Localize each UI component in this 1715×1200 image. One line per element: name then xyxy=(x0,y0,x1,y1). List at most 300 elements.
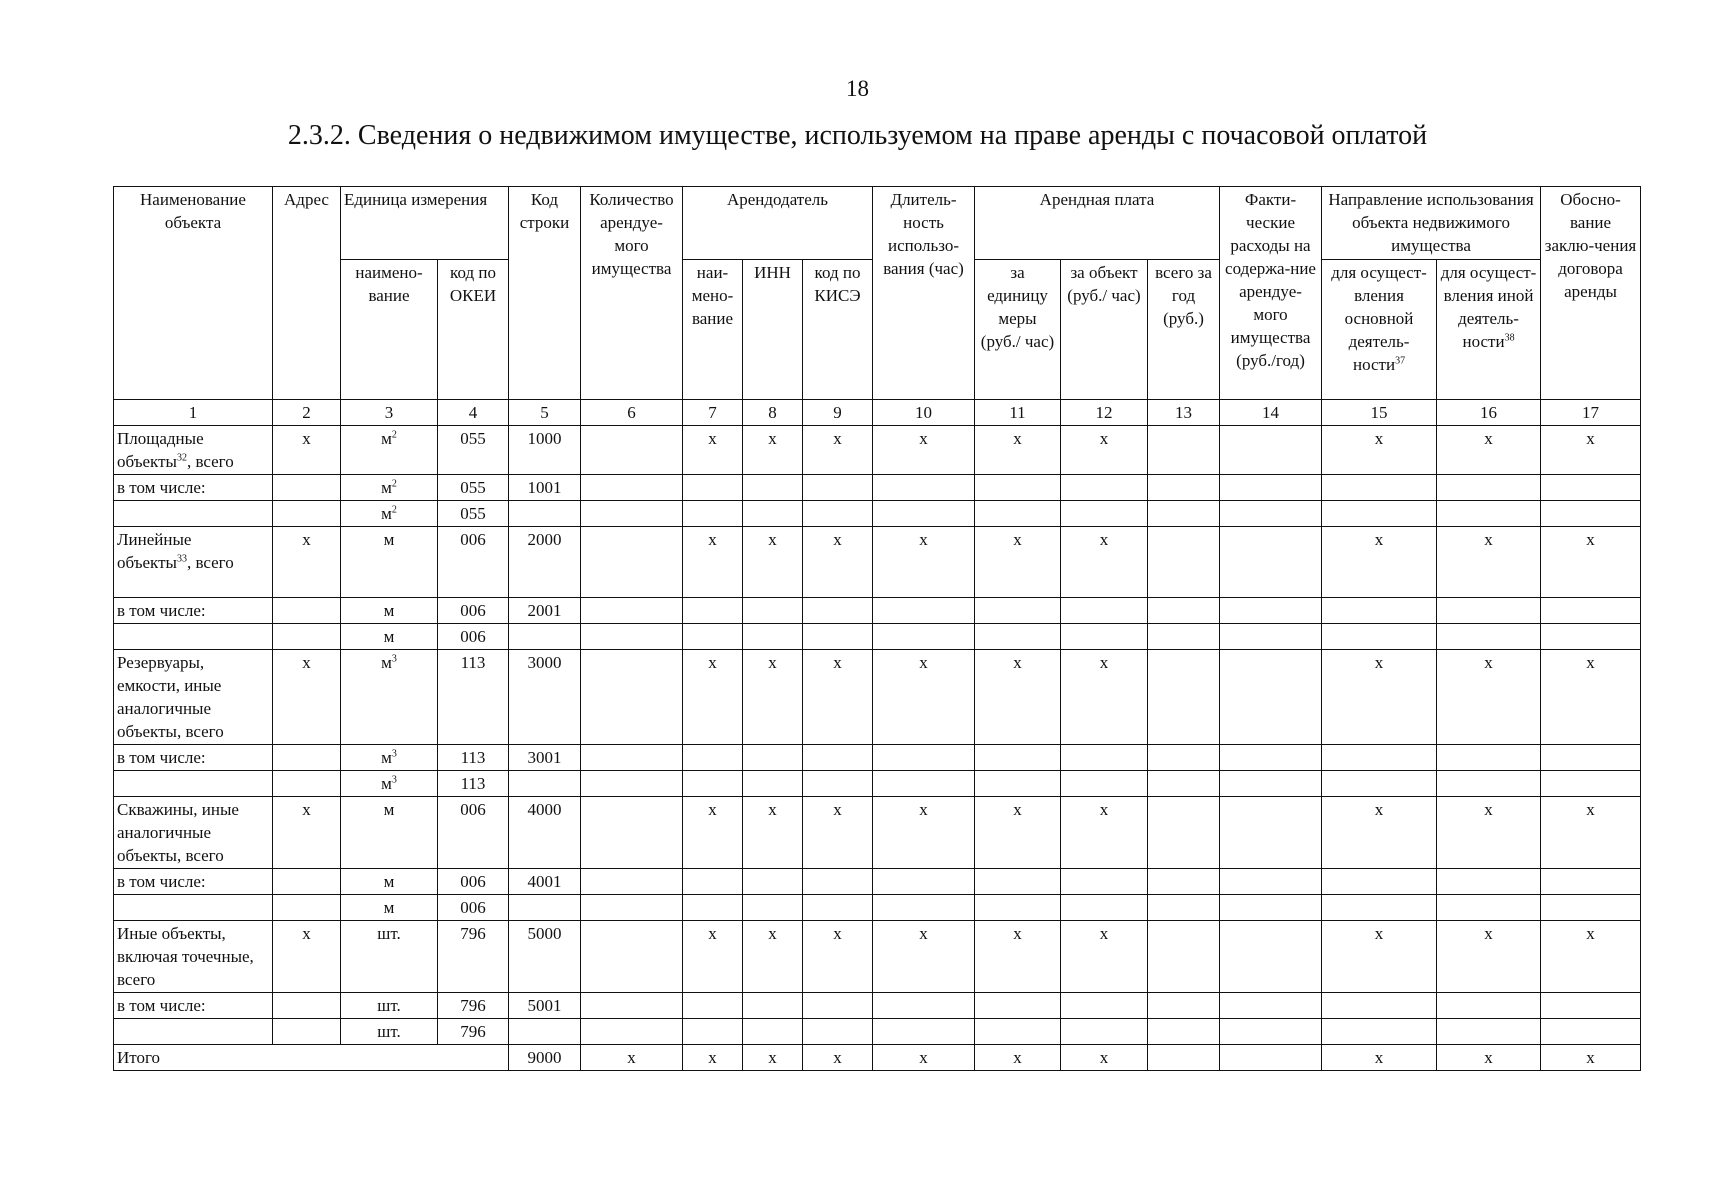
address-cell: х xyxy=(273,527,341,598)
quantity-cell xyxy=(581,501,683,527)
column-12-cell: х xyxy=(1061,921,1148,993)
column-13-cell xyxy=(1148,650,1220,745)
table-row xyxy=(114,921,1641,993)
property-table xyxy=(113,186,1641,1071)
unit-name-cell: м xyxy=(341,895,438,921)
column-16-cell xyxy=(1437,598,1541,624)
line-code-cell: 4000 xyxy=(509,797,581,869)
column-16-cell xyxy=(1437,895,1541,921)
column-16-cell xyxy=(1437,501,1541,527)
column-7-cell xyxy=(683,475,743,501)
unit-name-cell: м xyxy=(341,598,438,624)
header-name: Наименование объекта xyxy=(114,187,273,400)
column-9-cell: х xyxy=(803,650,873,745)
column-12-cell: х xyxy=(1061,426,1148,475)
page-title: 2.3.2. Сведения о недвижимом имуществе, используемом на праве аренды с почасовой оплатой xyxy=(287,120,1428,151)
object-name-cell: в том числе: xyxy=(114,475,273,501)
address-cell xyxy=(273,993,341,1019)
column-14-cell xyxy=(1220,475,1322,501)
object-name-cell xyxy=(114,624,273,650)
column-15-cell: х xyxy=(1322,650,1437,745)
column-number: 16 xyxy=(1437,400,1541,426)
column-number: 9 xyxy=(803,400,873,426)
address-cell xyxy=(273,501,341,527)
line-code-cell: 4001 xyxy=(509,869,581,895)
unit-name-cell: шт. xyxy=(341,993,438,1019)
unit-name-cell: м xyxy=(341,527,438,598)
line-code-cell: 3001 xyxy=(509,745,581,771)
object-name-cell: Линейные объекты$^{33}$, всего xyxy=(114,527,273,598)
address-cell xyxy=(273,1019,341,1045)
column-17-cell: х xyxy=(1541,1045,1641,1071)
column-11-cell: х xyxy=(975,921,1061,993)
column-17-cell xyxy=(1541,1019,1641,1045)
unit-name-cell: шт. xyxy=(341,1019,438,1045)
table-row xyxy=(114,1019,1641,1045)
column-16-cell xyxy=(1437,771,1541,797)
okei-code-cell: 055 xyxy=(438,426,509,475)
column-11-cell xyxy=(975,771,1061,797)
column-numbers-row xyxy=(114,400,1641,426)
column-13-cell xyxy=(1148,745,1220,771)
column-10-cell xyxy=(873,475,975,501)
header-rent-year: всего за год (руб.) xyxy=(1148,260,1220,400)
okei-code-cell: 113 xyxy=(438,771,509,797)
column-7-cell: х xyxy=(683,426,743,475)
header-rent: Арендная плата xyxy=(975,187,1220,260)
address-cell xyxy=(273,895,341,921)
column-17-cell xyxy=(1541,501,1641,527)
header-actual-expenses: Факти-ческие расходы на содержа-ние арендуе-мого имущества (руб./год) xyxy=(1220,187,1322,400)
column-7-cell: х xyxy=(683,797,743,869)
column-7-cell: х xyxy=(683,1045,743,1071)
column-9-cell: х xyxy=(803,797,873,869)
line-code-cell xyxy=(509,1019,581,1045)
unit-name-cell: $м^3$ xyxy=(341,745,438,771)
column-8-cell: х xyxy=(743,527,803,598)
column-7-cell: х xyxy=(683,650,743,745)
column-13-cell xyxy=(1148,426,1220,475)
header-direction-main: для осущест-вления основной деятель-ности$^{37}$ xyxy=(1322,260,1437,400)
column-12-cell xyxy=(1061,501,1148,527)
column-9-cell xyxy=(803,598,873,624)
header-unit-name: наимено-вание xyxy=(341,260,438,400)
column-17-cell xyxy=(1541,869,1641,895)
line-code-cell: 9000 xyxy=(509,1045,581,1071)
column-15-cell xyxy=(1322,745,1437,771)
object-name-cell xyxy=(114,895,273,921)
column-14-cell xyxy=(1220,771,1322,797)
line-code-cell: 5000 xyxy=(509,921,581,993)
column-15-cell xyxy=(1322,598,1437,624)
column-13-cell xyxy=(1148,1045,1220,1071)
table-row xyxy=(114,771,1641,797)
header-rent-object: за объект (руб./ час) xyxy=(1061,260,1148,400)
column-number: 8 xyxy=(743,400,803,426)
column-number: 7 xyxy=(683,400,743,426)
table-row xyxy=(114,869,1641,895)
total-row xyxy=(114,1045,1641,1071)
column-13-cell xyxy=(1148,475,1220,501)
column-17-cell xyxy=(1541,993,1641,1019)
unit-name-cell: $м^2$ xyxy=(341,501,438,527)
header-line-code: Код строки xyxy=(509,187,581,400)
column-13-cell xyxy=(1148,501,1220,527)
address-cell xyxy=(273,624,341,650)
quantity-cell xyxy=(581,797,683,869)
column-7-cell xyxy=(683,895,743,921)
column-17-cell xyxy=(1541,745,1641,771)
column-17-cell: х xyxy=(1541,527,1641,598)
column-number: 12 xyxy=(1061,400,1148,426)
column-14-cell xyxy=(1220,921,1322,993)
column-14-cell xyxy=(1220,1019,1322,1045)
column-8-cell xyxy=(743,993,803,1019)
column-12-cell: х xyxy=(1061,1045,1148,1071)
object-name-cell: Площадные объекты$^{32}$, всего xyxy=(114,426,273,475)
header-rent-unit: за единицу меры (руб./ час) xyxy=(975,260,1061,400)
column-16-cell xyxy=(1437,475,1541,501)
table-row xyxy=(114,475,1641,501)
column-8-cell xyxy=(743,745,803,771)
column-15-cell: х xyxy=(1322,527,1437,598)
column-17-cell xyxy=(1541,624,1641,650)
column-number: 17 xyxy=(1541,400,1641,426)
okei-code-cell: 055 xyxy=(438,501,509,527)
okei-code-cell: 113 xyxy=(438,745,509,771)
header-unit-okei: код по ОКЕИ xyxy=(438,260,509,400)
column-11-cell xyxy=(975,745,1061,771)
unit-name-cell: м xyxy=(341,797,438,869)
object-name-cell: в том числе: xyxy=(114,869,273,895)
quantity-cell xyxy=(581,1019,683,1045)
column-10-cell xyxy=(873,771,975,797)
column-17-cell: х xyxy=(1541,797,1641,869)
column-16-cell xyxy=(1437,745,1541,771)
column-13-cell xyxy=(1148,993,1220,1019)
object-name-cell: в том числе: xyxy=(114,598,273,624)
column-10-cell: х xyxy=(873,797,975,869)
quantity-cell xyxy=(581,771,683,797)
header-lessor-inn: ИНН xyxy=(743,260,803,400)
okei-code-cell: 006 xyxy=(438,797,509,869)
table-row xyxy=(114,650,1641,745)
header-address: Адрес xyxy=(273,187,341,400)
line-code-cell: 5001 xyxy=(509,993,581,1019)
column-8-cell xyxy=(743,501,803,527)
column-7-cell xyxy=(683,745,743,771)
address-cell xyxy=(273,598,341,624)
column-12-cell xyxy=(1061,869,1148,895)
column-7-cell xyxy=(683,869,743,895)
column-10-cell xyxy=(873,745,975,771)
column-14-cell xyxy=(1220,501,1322,527)
address-cell xyxy=(273,475,341,501)
column-12-cell xyxy=(1061,598,1148,624)
line-code-cell: 1000 xyxy=(509,426,581,475)
column-13-cell xyxy=(1148,869,1220,895)
column-17-cell xyxy=(1541,598,1641,624)
column-11-cell: х xyxy=(975,426,1061,475)
column-8-cell: х xyxy=(743,426,803,475)
column-13-cell xyxy=(1148,895,1220,921)
column-17-cell xyxy=(1541,895,1641,921)
column-number: 4 xyxy=(438,400,509,426)
header-unit: Единица измерения xyxy=(341,187,509,260)
column-number: 2 xyxy=(273,400,341,426)
column-17-cell: х xyxy=(1541,650,1641,745)
address-cell xyxy=(273,771,341,797)
column-14-cell xyxy=(1220,993,1322,1019)
column-8-cell xyxy=(743,895,803,921)
column-16-cell xyxy=(1437,1019,1541,1045)
object-name-cell: в том числе: xyxy=(114,993,273,1019)
column-11-cell xyxy=(975,869,1061,895)
column-9-cell xyxy=(803,475,873,501)
column-13-cell xyxy=(1148,797,1220,869)
quantity-cell xyxy=(581,598,683,624)
column-11-cell: х xyxy=(975,527,1061,598)
table-row xyxy=(114,895,1641,921)
address-cell: х xyxy=(273,921,341,993)
column-16-cell xyxy=(1437,624,1541,650)
column-12-cell xyxy=(1061,624,1148,650)
column-10-cell: х xyxy=(873,921,975,993)
column-14-cell xyxy=(1220,624,1322,650)
column-14-cell xyxy=(1220,650,1322,745)
column-11-cell xyxy=(975,501,1061,527)
column-8-cell: х xyxy=(743,1045,803,1071)
quantity-cell xyxy=(581,993,683,1019)
column-11-cell xyxy=(975,624,1061,650)
column-10-cell: х xyxy=(873,1045,975,1071)
column-13-cell xyxy=(1148,1019,1220,1045)
column-9-cell: х xyxy=(803,921,873,993)
column-10-cell: х xyxy=(873,527,975,598)
column-8-cell: х xyxy=(743,650,803,745)
column-number: 13 xyxy=(1148,400,1220,426)
column-9-cell: х xyxy=(803,527,873,598)
okei-code-cell: 113 xyxy=(438,650,509,745)
unit-name-cell: $м^2$ xyxy=(341,426,438,475)
column-number: 3 xyxy=(341,400,438,426)
address-cell: х xyxy=(273,797,341,869)
column-14-cell xyxy=(1220,426,1322,475)
unit-name-cell: м xyxy=(341,869,438,895)
table-row xyxy=(114,993,1641,1019)
column-12-cell xyxy=(1061,475,1148,501)
line-code-cell xyxy=(509,895,581,921)
column-8-cell xyxy=(743,1019,803,1045)
column-15-cell: х xyxy=(1322,426,1437,475)
column-16-cell: х xyxy=(1437,1045,1541,1071)
column-17-cell xyxy=(1541,771,1641,797)
header-lessor: Арендодатель xyxy=(683,187,873,260)
quantity-cell xyxy=(581,624,683,650)
object-name-cell: Иные объекты, включая точечные, всего xyxy=(114,921,273,993)
column-9-cell: х xyxy=(803,426,873,475)
column-7-cell: х xyxy=(683,527,743,598)
column-7-cell xyxy=(683,598,743,624)
column-11-cell xyxy=(975,993,1061,1019)
column-number: 15 xyxy=(1322,400,1437,426)
column-16-cell xyxy=(1437,993,1541,1019)
table-row xyxy=(114,745,1641,771)
column-16-cell: х xyxy=(1437,527,1541,598)
column-11-cell xyxy=(975,598,1061,624)
column-16-cell: х xyxy=(1437,797,1541,869)
column-7-cell: х xyxy=(683,921,743,993)
column-11-cell xyxy=(975,475,1061,501)
column-12-cell xyxy=(1061,745,1148,771)
header-direction: Направление использования объекта недвижимого имущества xyxy=(1322,187,1541,260)
quantity-cell xyxy=(581,869,683,895)
column-number: 5 xyxy=(509,400,581,426)
column-9-cell xyxy=(803,993,873,1019)
column-17-cell xyxy=(1541,475,1641,501)
column-15-cell xyxy=(1322,624,1437,650)
column-number: 11 xyxy=(975,400,1061,426)
column-15-cell xyxy=(1322,895,1437,921)
address-cell xyxy=(273,745,341,771)
quantity-cell xyxy=(581,745,683,771)
line-code-cell xyxy=(509,771,581,797)
column-7-cell xyxy=(683,771,743,797)
column-8-cell xyxy=(743,475,803,501)
address-cell: х xyxy=(273,426,341,475)
column-15-cell xyxy=(1322,1019,1437,1045)
object-name-cell: в том числе: xyxy=(114,745,273,771)
table-row xyxy=(114,527,1641,598)
unit-name-cell: $м^3$ xyxy=(341,650,438,745)
column-7-cell xyxy=(683,993,743,1019)
column-8-cell xyxy=(743,869,803,895)
unit-name-cell: м xyxy=(341,624,438,650)
column-13-cell xyxy=(1148,771,1220,797)
column-15-cell: х xyxy=(1322,797,1437,869)
column-11-cell: х xyxy=(975,797,1061,869)
column-10-cell xyxy=(873,993,975,1019)
line-code-cell: 1001 xyxy=(509,475,581,501)
column-15-cell: х xyxy=(1322,921,1437,993)
column-15-cell xyxy=(1322,993,1437,1019)
unit-name-cell: шт. xyxy=(341,921,438,993)
column-10-cell xyxy=(873,895,975,921)
unit-name-cell: $м^3$ xyxy=(341,771,438,797)
column-17-cell: х xyxy=(1541,921,1641,993)
column-number: 6 xyxy=(581,400,683,426)
column-11-cell: х xyxy=(975,1045,1061,1071)
table-row xyxy=(114,797,1641,869)
address-cell: х xyxy=(273,650,341,745)
column-14-cell xyxy=(1220,797,1322,869)
okei-code-cell: 006 xyxy=(438,527,509,598)
column-12-cell: х xyxy=(1061,527,1148,598)
column-16-cell: х xyxy=(1437,921,1541,993)
header-quantity: Количество арендуе-мого имущества xyxy=(581,187,683,400)
column-8-cell: х xyxy=(743,921,803,993)
column-10-cell xyxy=(873,869,975,895)
column-12-cell xyxy=(1061,993,1148,1019)
okei-code-cell: 796 xyxy=(438,1019,509,1045)
column-7-cell xyxy=(683,1019,743,1045)
column-14-cell xyxy=(1220,598,1322,624)
column-10-cell xyxy=(873,1019,975,1045)
column-9-cell xyxy=(803,1019,873,1045)
column-15-cell xyxy=(1322,475,1437,501)
okei-code-cell: 796 xyxy=(438,921,509,993)
page-number: 18 xyxy=(846,76,869,101)
column-12-cell: х xyxy=(1061,797,1148,869)
object-name-cell: Скважины, иные аналогичные объекты, всего xyxy=(114,797,273,869)
column-8-cell: х xyxy=(743,797,803,869)
column-14-cell xyxy=(1220,745,1322,771)
column-number: 10 xyxy=(873,400,975,426)
column-12-cell xyxy=(1061,771,1148,797)
quantity-cell xyxy=(581,426,683,475)
column-9-cell xyxy=(803,624,873,650)
column-11-cell xyxy=(975,1019,1061,1045)
column-10-cell xyxy=(873,598,975,624)
column-10-cell xyxy=(873,501,975,527)
column-9-cell xyxy=(803,745,873,771)
line-code-cell xyxy=(509,501,581,527)
column-10-cell: х xyxy=(873,650,975,745)
column-13-cell xyxy=(1148,921,1220,993)
header-direction-other: для осущест-вления иной деятель-ности$^{38}$ xyxy=(1437,260,1541,400)
quantity-cell xyxy=(581,921,683,993)
column-7-cell xyxy=(683,624,743,650)
table-row xyxy=(114,598,1641,624)
quantity-cell: х xyxy=(581,1045,683,1071)
column-16-cell: х xyxy=(1437,650,1541,745)
column-11-cell xyxy=(975,895,1061,921)
line-code-cell xyxy=(509,624,581,650)
column-14-cell xyxy=(1220,869,1322,895)
total-label-cell: Итого xyxy=(114,1045,509,1071)
column-11-cell: х xyxy=(975,650,1061,745)
column-8-cell xyxy=(743,771,803,797)
column-10-cell: х xyxy=(873,426,975,475)
unit-name-cell: $м^2$ xyxy=(341,475,438,501)
column-9-cell: х xyxy=(803,1045,873,1071)
column-number: 1 xyxy=(114,400,273,426)
column-9-cell xyxy=(803,895,873,921)
column-7-cell xyxy=(683,501,743,527)
column-8-cell xyxy=(743,624,803,650)
column-14-cell xyxy=(1220,895,1322,921)
header-lessor-name: наи-мено-вание xyxy=(683,260,743,400)
column-13-cell xyxy=(1148,527,1220,598)
quantity-cell xyxy=(581,650,683,745)
okei-code-cell: 055 xyxy=(438,475,509,501)
column-17-cell: х xyxy=(1541,426,1641,475)
column-12-cell xyxy=(1061,895,1148,921)
quantity-cell xyxy=(581,527,683,598)
column-9-cell xyxy=(803,501,873,527)
okei-code-cell: 006 xyxy=(438,624,509,650)
column-8-cell xyxy=(743,598,803,624)
column-9-cell xyxy=(803,869,873,895)
line-code-cell: 3000 xyxy=(509,650,581,745)
okei-code-cell: 006 xyxy=(438,598,509,624)
column-16-cell: х xyxy=(1437,426,1541,475)
column-13-cell xyxy=(1148,624,1220,650)
column-15-cell: х xyxy=(1322,1045,1437,1071)
table-row xyxy=(114,426,1641,475)
column-15-cell xyxy=(1322,501,1437,527)
column-13-cell xyxy=(1148,598,1220,624)
